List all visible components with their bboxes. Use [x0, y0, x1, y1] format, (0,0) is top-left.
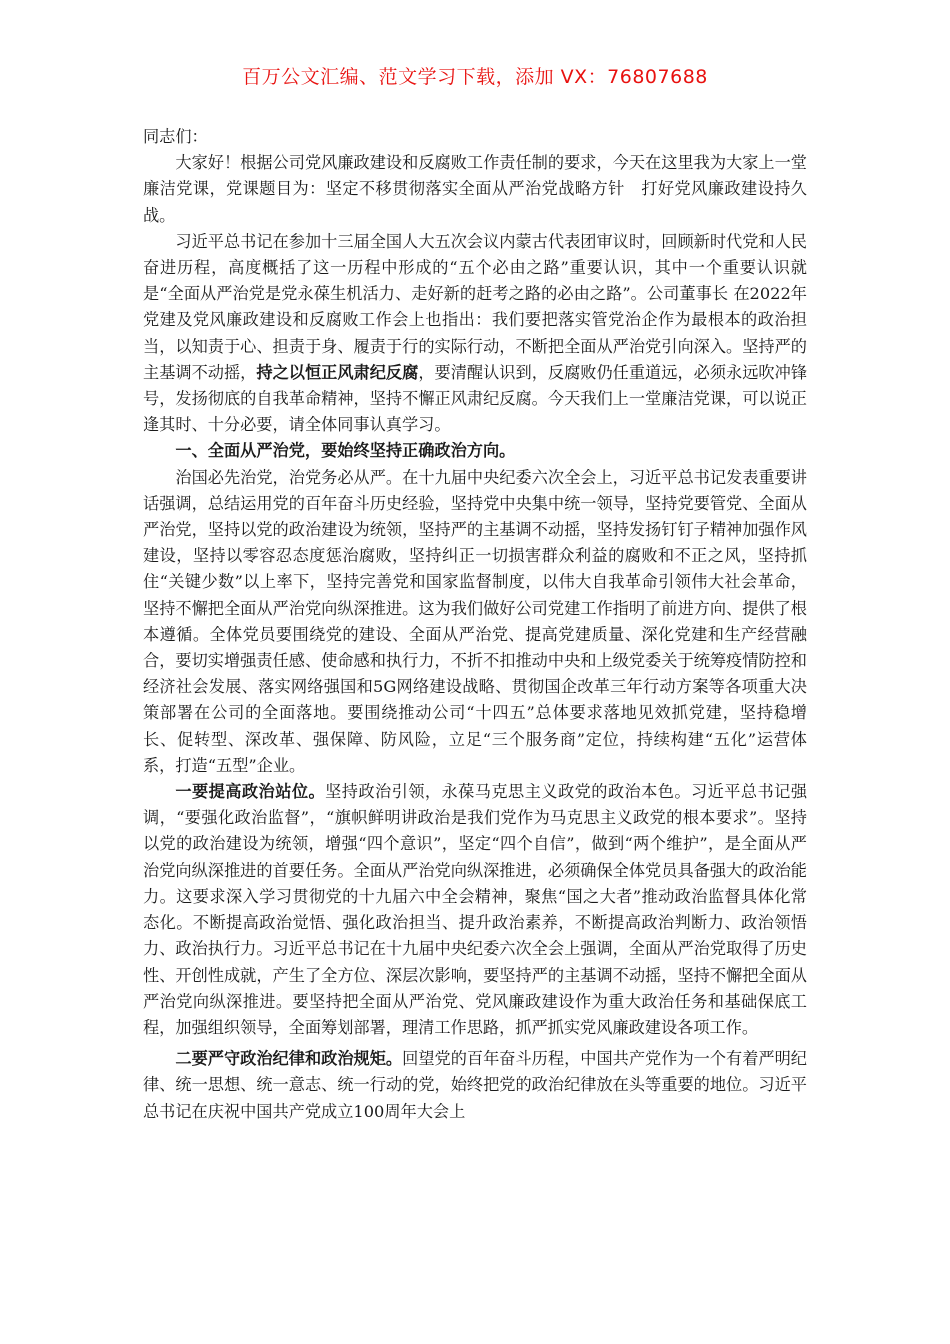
context-emphasis: 持之以恒正风肃纪反腐: [256, 362, 419, 382]
point-2-paragraph: [143, 1046, 807, 1125]
document-body: [143, 124, 807, 1125]
section-heading-1: 一、全面从严治党，要始终坚持正确政治方向。: [175, 441, 516, 461]
point-2-body: 回望党的百年奋斗历程，中国共产党作为一个有着严明纪律、统一思想、统一意志、统一行动的党，始终把党的政治纪律放在头等重要的地位。习近平总书记在庆祝中国共产党成立100周年大会上: [143, 1049, 807, 1121]
context-text-part1: 习近平总书记在参加十三届全国人大五次会议内蒙古代表团审议时，回顾新时代党和人民奋进历程，高度概括了这一历程中形成的“五个必由之路”重要认识，其中一个重要认识就是“全面从严治党是党永葆生机活力、走好新的赶考之路的必由之路”。公司董事长 在2022年党建及党风廉政建设和反腐败工作会上也指出：我们要把落实管党治企作为最根本的政治担当，以知责于心、担责于身、履责于行的实际行动，不断把全面从严治党引向深入。坚持严的主基调不动摇，: [143, 231, 807, 382]
context-paragraph: [143, 229, 807, 439]
point-2-lead: 二要严守政治纪律和政治规矩。: [175, 1049, 403, 1069]
section-1-paragraph: 治国必先治党，治党务必从严。在十九届中央纪委六次全会上，习近平总书记发表重要讲话强调，总结运用党的百年奋斗历史经验，坚持党中央集中统一领导，坚持党要管党、全面从严治党，坚持以党的政治建设为统领，坚持严的主基调不动摇，坚持发扬钉钉子精神加强作风建设，坚持以零容忍态度惩治腐败，坚持纠正一切损害群众利益的腐败和不正之风，坚持抓住“关键少数”以上率下，坚持完善党和国家监督制度，以伟大自我革命引领伟大社会革命，坚持不懈把全面从严治党向纵深推进。这为我们做好公司党建工作指明了前进方向、提供了根本遵循。全体党员要围绕党的建设、全面从严治党、提高党建质量、深化党建和生产经营融合，要切实增强责任感、使命感和执行力，不折不扣推动中央和上级党委关于统筹疫情防控和经济社会发展、落实网络强国和5G网络建设战略、贯彻国企改革三年行动方案等各项重大决策部署在公司的全面落地。要围绕推动公司“十四五”总体要求落地见效抓党建，坚持稳增长、促转型、深改革、强保障、防风险，立足“三个服务商”定位，持续构建“五化”运营体系，打造“五型”企业。: [143, 467, 807, 775]
context-text-part2: ，要清醒认识到，反腐败仍任重道远，必须永远吹冲锋号，发扬彻底的自我革命精神，坚持不懈正风肃纪反腐。今天我们上一堂廉洁党课，可以说正逢其时、十分必要，请全体同事认真学习。: [143, 362, 808, 435]
point-1-paragraph: [143, 779, 807, 1041]
salutation: 同志们：: [143, 127, 208, 146]
intro-paragraph: 大家好！根据公司党风廉政建设和反腐败工作责任制的要求，今天在这里我为大家上一堂廉洁党课，党课题目为：坚定不移贯彻落实全面从严治党战略方针 打好党风廉政建设持久战。: [143, 153, 807, 225]
point-1-lead: 一要提高政治站位。: [175, 782, 326, 802]
point-1-body: 坚持政治引领，永葆马克思主义政党的政治本色。习近平总书记强调，“要强化政治监督”，“旗帜鲜明讲政治是我们党作为马克思主义政党的根本要求”。坚持以党的政治建设为统领，增强“四个意识”，坚定“四个自信”，做到“两个维护”，是全面从严治党向纵深推进的首要任务。全面从严治党向纵深推进，必须确保全体党员具备强大的政治能力。这要求深入学习贯彻党的十九届六中全会精神，聚焦“国之大者”推动政治监督具体化常态化。不断提高政治觉悟、强化政治担当、提升政治素养，不断提高政治判断力、政治领悟力、政治执行力。习近平总书记在十九届中央纪委六次全会上强调，全面从严治党取得了历史性、开创性成就，产生了全方位、深层次影响，要坚持严的主基调不动摇，坚持不懈把全面从严治党向纵深推进。要坚持把全面从严治党、党风廉政建设作为重大政治任务和基础保底工程，加强组织领导，全面筹划部署，理清工作思路，抓严抓实党风廉政建设各项工作。: [143, 782, 808, 1037]
watermark-banner: 百万公文汇编、范文学习下载，添加 VX：76807688: [242, 66, 708, 88]
